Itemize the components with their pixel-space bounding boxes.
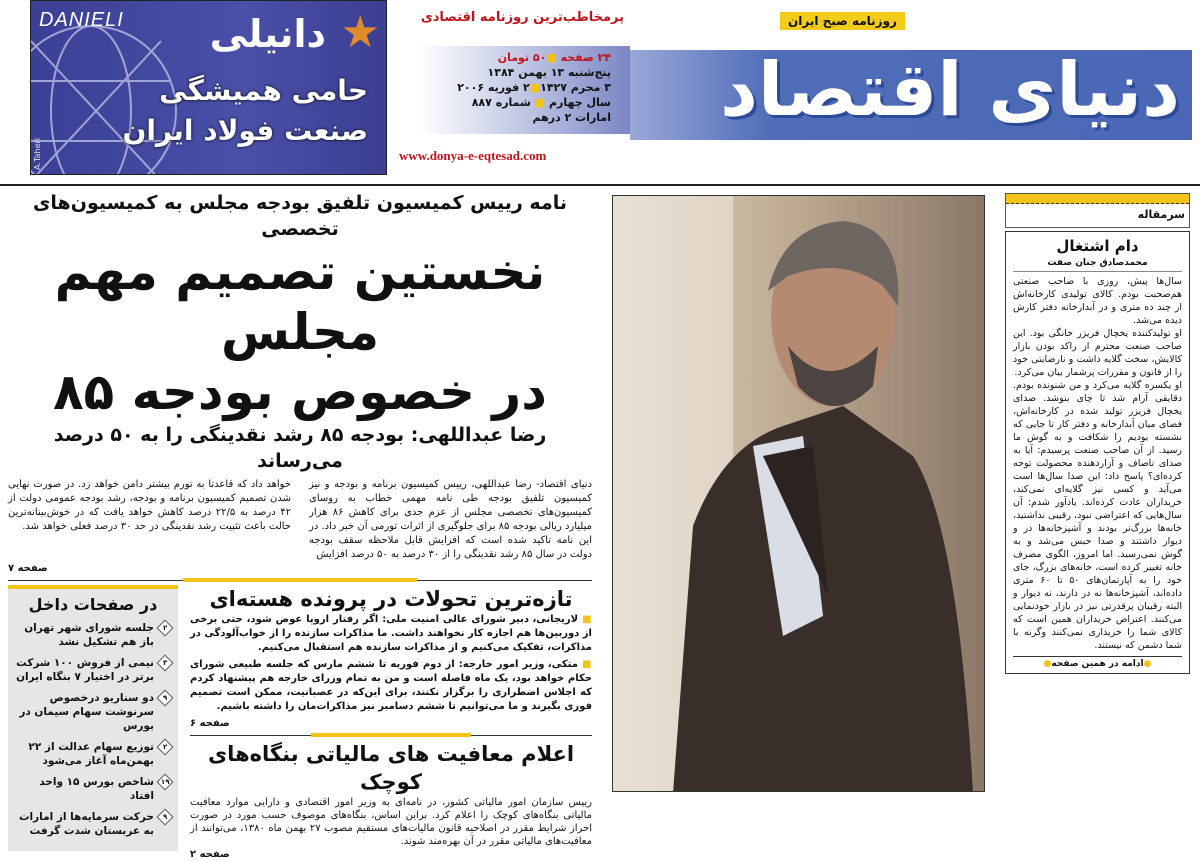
lead-kicker: نامه رییس کمیسیون تلفیق بودجه مجلس به کمیسیون‌های تخصصی [33, 192, 567, 240]
lead-headline: نخستین تصمیم مهم مجلس در خصوص بودجه ۸۵ [53, 243, 547, 421]
nuclear-bullet: ■ لاریجانی، دبیر شورای عالی امنیت ملی: اگر رفتار اروپا عوض شود، حتی برخی از دوربین‌ها هم اجازه کار نخواهند داشت. ما مذاکرات سازنده را از خواب‌آلودگی در مذاکرات، تفکیک می‌کنیم و از مذاکرات سازنده هم استقبال می‌کنیم. [190, 613, 592, 655]
masthead [630, 0, 1200, 180]
editorial-paragraph: سال‌ها پیش، روزی با صاحب صنعتی هم‌صحبت بودم. کالای تولیدی کارخانه‌اش از چند ده متری و در آبدارخانه دفتر کارش دیده می‌شد. [1013, 276, 1182, 326]
page-number-badge: ۱۹ [157, 774, 174, 791]
inside-item[interactable]: ۹ دو سناریو درخصوص سرنوشت سهام سیمان در بورس [12, 691, 172, 733]
page-number-badge: ۲ [157, 620, 174, 637]
bottom-section [8, 585, 592, 862]
ad-slogan: حامی همیشگی صنعت فولاد ایران [122, 74, 368, 147]
danieli-advertisement [30, 0, 387, 175]
editorial-author: محمدصادق جنان صفت [1013, 258, 1182, 272]
inside-item[interactable]: ۹ حرکت سرمایه‌ها از امارات به عربستان شدت گرفت [12, 810, 172, 838]
tax-page-ref[interactable]: صفحه ۲ [190, 849, 230, 860]
lead-subhead: رضا عبداللهی: بودجه ۸۵ رشد نقدینگی را به ۵۰ درصد می‌رساند [53, 424, 547, 472]
nuclear-bullet: ■ متکی، وزیر امور خارجه: از دوم فوریه تا ششم مارس که جلسه طبیعی شورای حکام خواهد بود، یک ماه فاصله است و من به تمام وزرای خارجه هم پیشنهاد کردم که اجلاس اضطراری را برگزار نکنند، برای این‌که در عصبانیت، ممکن است تصمیم فوری بگیرند و ما می‌توانیم تا ششم دسامبر نیز مذاکرات‌مان را داشته باشیم. [190, 658, 592, 714]
danieli-latin-logo: DANIELI [39, 9, 124, 31]
page-number-badge: ۹ [157, 809, 174, 826]
website-link[interactable]: www.donya-e-eqtesad.com [399, 148, 547, 163]
editorial-section-label: سرمقاله [1137, 208, 1185, 221]
masthead-badge: روزنامه صبح ایران [780, 12, 905, 30]
editorial-title: دام اشتغال [1056, 237, 1139, 255]
divider [190, 733, 592, 738]
lead-page-ref[interactable]: صفحه ۷ [8, 563, 48, 574]
newspaper-title: دنیای اقتصاد [719, 47, 1180, 133]
header-divider [0, 184, 1200, 186]
portrait-image [613, 196, 985, 792]
middle-stories [190, 585, 592, 862]
page-number-badge: ۹ [157, 690, 174, 707]
tagline: پرمخاطب‌ترین روزنامه اقتصادی [420, 10, 624, 25]
page-number-badge: ۲ [157, 739, 174, 756]
issue-info [395, 0, 630, 175]
tax-body: رییس سازمان امور مالیاتی کشور، در نامه‌ای به وزیر امور اقتصادی و دارایی موارد معافیت مالیاتی بنگاه‌های کوچک را اعلام کرد. براین اساس، بنگاه‌های موصوف حسب مورد در صورت احراز شرایط مقرر در اصلاحیه قانون مالیات‌های مستقیم مصوب ۲۷ بهمن ماه ۱۳۸۰، می‌توانند از معافیت‌های مالیاتی مقرر در آن بهره‌مند شوند. [190, 797, 592, 847]
continued-link[interactable]: ●ادامه در همین صفحه● [1013, 656, 1182, 669]
nuclear-page-ref[interactable]: صفحه ۶ [190, 718, 230, 729]
inside-item[interactable]: ۱۹ شاخص بورس ۱۵ واحد افتاد [12, 775, 172, 803]
nuclear-headline: تازه‌ترین تحولات در پرونده هسته‌ای [209, 587, 573, 611]
lead-photo [612, 195, 985, 792]
inside-item[interactable]: ۲ توزیع سهام عدالت از ۲۲ بهمن‌ماه آغاز می‌شود [12, 740, 172, 768]
lead-body-right: دنیای اقتصاد- رضا عبداللهی، رییس کمیسیون برنامه و بودجه و نیز کمیسیون تلفیق بودجه طی نامه مهمی خطاب به روسای کمیسیون‌های تخصصی مجلس از عزم جدی برای کاهش ۸۶ هزار میلیارد ریالی بودجه ۸۵ برای جلوگیری از اثرات تورمی آن خبر داد. در این نامه تاکید شده است که افزایش قابل ملاحظه سقف بودجه دولت در سال ۸۵ رشد نقدینگی را از ۳۰ درصد به ۵۰ درصد افزایش [309, 479, 593, 560]
lead-body-left: خواهد داد که قاعدتا به تورم بیشتر دامن خواهد زد. در صورت نهایی شدن تصمیم کمیسیون برنامه و بودجه، رشد بودجه عمومی دولت از ۴۲ درصد به ۲۲/۵ درصد کاهش خواهد یافت که در خوش‌بینانه‌ترین حالت باعث تثبیت رشد نقدینگی در حد ۳۰ درصد فعلی خواهد شد. [8, 479, 291, 532]
lead-body [8, 478, 592, 562]
editorial-column [1005, 193, 1190, 674]
editorial-header [1005, 193, 1190, 228]
star-icon: ★ [340, 7, 380, 58]
inside-pages-box [8, 585, 178, 851]
inside-title: در صفحات داخل [28, 595, 158, 614]
inside-item[interactable]: ۲ جلسه شورای شهر تهران باز هم تشکیل نشد [12, 621, 172, 649]
yellow-rule [8, 585, 178, 589]
ad-credit: A.Taheri [33, 138, 42, 170]
editorial-box [1005, 231, 1190, 674]
editorial-paragraph: او تولیدکننده یخچال فریزر خانگی بود. این صاحب صنعت محترم از راکد بودن بازار کالایش، سخت گلایه داشت و نارضایتی خود را از قانون و مقررات پرشمار بیان می‌کرد. [1013, 328, 1182, 378]
page-number-badge: ۳ [157, 655, 174, 672]
editorial-paragraph: او یکسره گلایه می‌کرد و من شنونده بودم. دقایقی آرام شد تا چای بنوشد. صدای یخچال فریزر تولید شده در کارخانه‌اش، فضای میان آبدارخانه و دفتر کار تا جایی که نشسته بودیم را شکافت و به گوش ما رسید. از آن صاحب صنعت پرسیدم: آیا به صدای ناصاف و آزاردهنده محصولت توجه کرده‌ای؟ پاسخ داد: این صدا سال‌ها است می‌آید و کسی نیز گلایه‌ای نمی‌کند، خریداران عادت کرده‌اند. یادآور شدم: آن سال‌هایی که اعتراضی نبود، رقیبی نداشتید، خانه‌ها بزرگ‌تر بودند و آشپزخانه‌ها در و دیوار داشتند و صدا حبس می‌شد و به گوش نمی‌رسید. اما امروز، الگوی مصرف خانه تغییر کرده است، خانه‌های بزرگ، جای خود را به آپارتمان‌های ۵۰ تا ۶۰ متری داده‌اند، آشپزخانه‌ها نه در دارند، نه دیوار و البته رقیبان پرقدرتی نیز در بازار خودنمایی می‌کنند. اعتراض خریداران همین است که کالای شما را خریداری نمی‌کنند وگرنه با شما دشمن که نیستند. [1013, 380, 1182, 651]
tax-headline: اعلام معافیت های مالیاتی بنگاه‌های کوچک [207, 742, 575, 794]
divider [8, 578, 592, 583]
danieli-farsi-logo: دانیلی [209, 12, 326, 56]
issue-details: ۲۴ صفحه ■۵۰ تومان پنج‌شنبه ۱۳ بهمن ۱۳۸۴ ۳ محرم ۱۴۲۷■۲ فوریه ۲۰۰۶ سال چهارم ■ شماره ۸۸۷ امارات ۲ درهم [395, 46, 630, 134]
inside-item[interactable]: ۳ نیمی از فروش ۱۰۰ شرکت برتر در اختیار ۷ بنگاه ایران [12, 656, 172, 684]
left-column [0, 190, 600, 862]
